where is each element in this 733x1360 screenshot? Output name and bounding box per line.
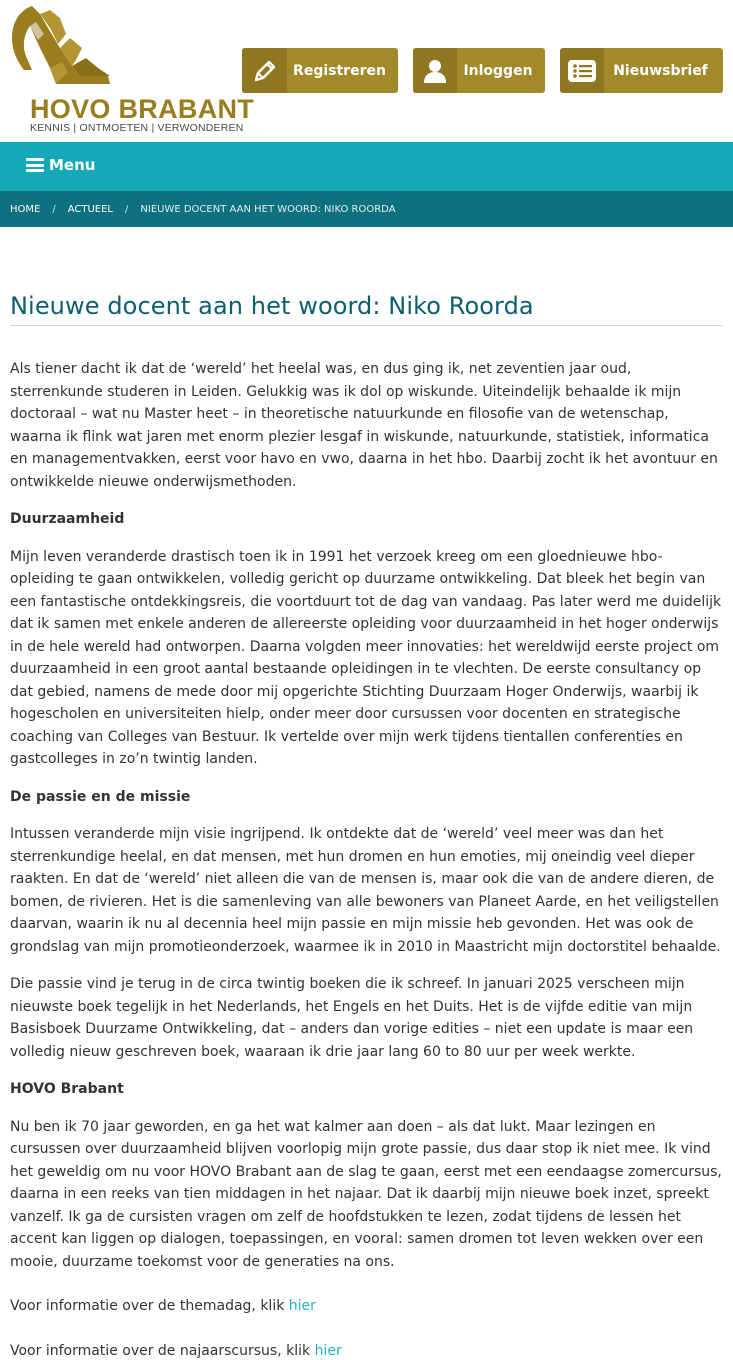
info-themadag-text: Voor informatie over de themadag, klik bbox=[10, 1298, 289, 1314]
info-najaarscursus-text: Voor informatie over de najaarscursus, klik bbox=[10, 1342, 315, 1359]
newsletter-button[interactable] bbox=[560, 48, 723, 93]
site-header bbox=[0, 0, 733, 142]
user-icon bbox=[413, 48, 457, 93]
breadcrumb-separator: / bbox=[125, 203, 129, 215]
section-heading-passie: De passie en de missie bbox=[10, 788, 191, 805]
section-heading-hovo: HOVO Brabant bbox=[10, 1081, 124, 1097]
list-icon bbox=[560, 48, 604, 93]
register-button[interactable] bbox=[242, 48, 398, 93]
breadcrumb-current: NIEUWE DOCENT AAN HET WOORD: NIKO ROORDA bbox=[140, 203, 396, 215]
article bbox=[10, 290, 723, 1360]
article-paragraph: Mijn leven veranderde drastisch toen ik in 1991 het verzoek kreeg om een gloednieuwe hbo-opleiding te gaan ontwikkelen, volledig gericht op duurzame ontwikkeling. Dat bleek het begin van een fantastische ontdekkingsreis, die voortduurt tot de dag van vandaag. Pas later werd me duidelijk dat ik samen met enkele anderen de allereerste opleiding voor duurzaamheid in het hoger onderwijs in de hele wereld had ontworpen. Daarna volgden meer innovaties: het wereldwijd eerste project om duurzaamheid in een groot aantal bestaande opleidingen in te vlechten. De eerste consultancy op dat gebied, namens de mede door mij opgerichte Stichting Duurzaam Hoger Onderwijs, waarbij ik hogescholen en universiteiten hielp, onder meer door cursussen voor docenten en strategische coaching van Colleges van Bestuur. Ik vertelde over mijn werk tijdens tientallen conferenties en gastcolleges in zo’n twintig landen. bbox=[10, 548, 722, 767]
najaarscursus-link[interactable]: hier bbox=[314, 1342, 342, 1359]
breadcrumb-home-link[interactable]: HOME bbox=[10, 203, 41, 215]
breadcrumb-separator: / bbox=[52, 203, 56, 215]
menu-toggle-button[interactable] bbox=[26, 156, 95, 174]
knight-helmet-icon bbox=[10, 4, 120, 88]
article-paragraph: Nu ben ik 70 jaar geworden, en ga het wat kalmer aan doen – als dat lukt. Maar lezingen en cursussen over duurzaamheid blijven voorlopig mijn grote passie, dus daar stop ik niet mee. Ik vind het geweldig om nu voor HOVO Brabant aan de slag te gaan, eerst met een eendaagse zomercursus, daarna in een reeks van tien middagen in het najaar. Dat ik daarbij mijn nieuwe boek inzet, spreekt vanzelf. Ik ga de cursisten vragen om zelf de hoofdstukken te lezen, zodat tijdens de lessen het accent kan liggen op dialogen, toepassingen, en vooral: samen dromen tot leven wekken over een mooie, duurzame toekomst voor de generaties na ons. bbox=[10, 1118, 722, 1270]
article-paragraph: Die passie vind je terug in de circa twintig boeken die ik schreef. In januari 2025 verscheen mijn nieuwste boek tegelijk in het Nederlands, het Engels en het Duits. Het is de vijfde editie van mijn Basisboek Duurzame Ontwikkeling, dat – anders dan vorige edities – niet een update is maar een volledig nieuw geschreven boek, waaraan ik drie jaar lang 60 to 80 uur per week werkte. bbox=[10, 976, 694, 1060]
themadag-link[interactable]: hier bbox=[288, 1298, 316, 1314]
site-logo[interactable] bbox=[10, 4, 255, 134]
section-heading-duurzaamheid: Duurzaamheid bbox=[10, 511, 125, 527]
menu-bar bbox=[0, 142, 733, 191]
hamburger-icon bbox=[26, 158, 44, 172]
logo-tagline: KENNIS | ONTMOETEN | VERWONDEREN bbox=[30, 122, 244, 134]
pencil-icon bbox=[242, 48, 287, 93]
logo-name: HOVO BRABANT bbox=[30, 94, 255, 124]
newsletter-label: Nieuwsbrief bbox=[613, 62, 708, 79]
article-paragraph: Intussen veranderde mijn visie ingrijpend. Ik ontdekte dat de ‘wereld’ veel meer was dan het sterrenkundige heelal, en dat mensen, met hun dromen en hun emoties, mij oneindig veel dieper raakten. En dat de ‘wereld’ niet alleen die van de mensen is, maar ook die van de andere dieren, de bomen, de rivieren. Het is die samenleving van alle bewoners van Planeet Aarde, en het veiligstellen daarvan, waarin ik nu al decennia heel mijn passie en mijn missie heb gevonden. Het was ook de grondslag van mijn promotieonderzoek, waarmee ik in 2010 in Maastricht mijn doctorstitel behaalde. bbox=[10, 826, 721, 955]
article-intro: Als tiener dacht ik dat de ‘wereld’ het heelal was, en dus ging ik, net zeventien jaar oud, sterrenkunde studeren in Leiden. Gelukkig was ik dol op wiskunde. Uiteindelijk behaalde ik mijn doctoraal – wat nu Master heet – in theoretische natuurkunde en filosofie van de wetenschap, waarna ik flink wat jaren met enorm plezier lesgaf in wiskunde, natuurkunde, statistiek, informatica en managementvakken, eerst voor havo en vwo, daarna in het hbo. Daarbij zocht ik het avontuur en ontwikkelde nieuwe onderwijsmethoden. bbox=[10, 361, 718, 490]
breadcrumb bbox=[0, 191, 733, 227]
info-najaarscursus bbox=[10, 1340, 723, 1360]
info-themadag bbox=[10, 1295, 723, 1318]
menu-label: Menu bbox=[49, 156, 96, 174]
login-label: Inloggen bbox=[463, 62, 533, 79]
breadcrumb-section-link[interactable]: ACTUEEL bbox=[67, 203, 114, 215]
page-title: Nieuwe docent aan het woord: Niko Roorda bbox=[10, 290, 723, 326]
login-button[interactable] bbox=[413, 48, 545, 93]
register-label: Registreren bbox=[293, 62, 386, 79]
